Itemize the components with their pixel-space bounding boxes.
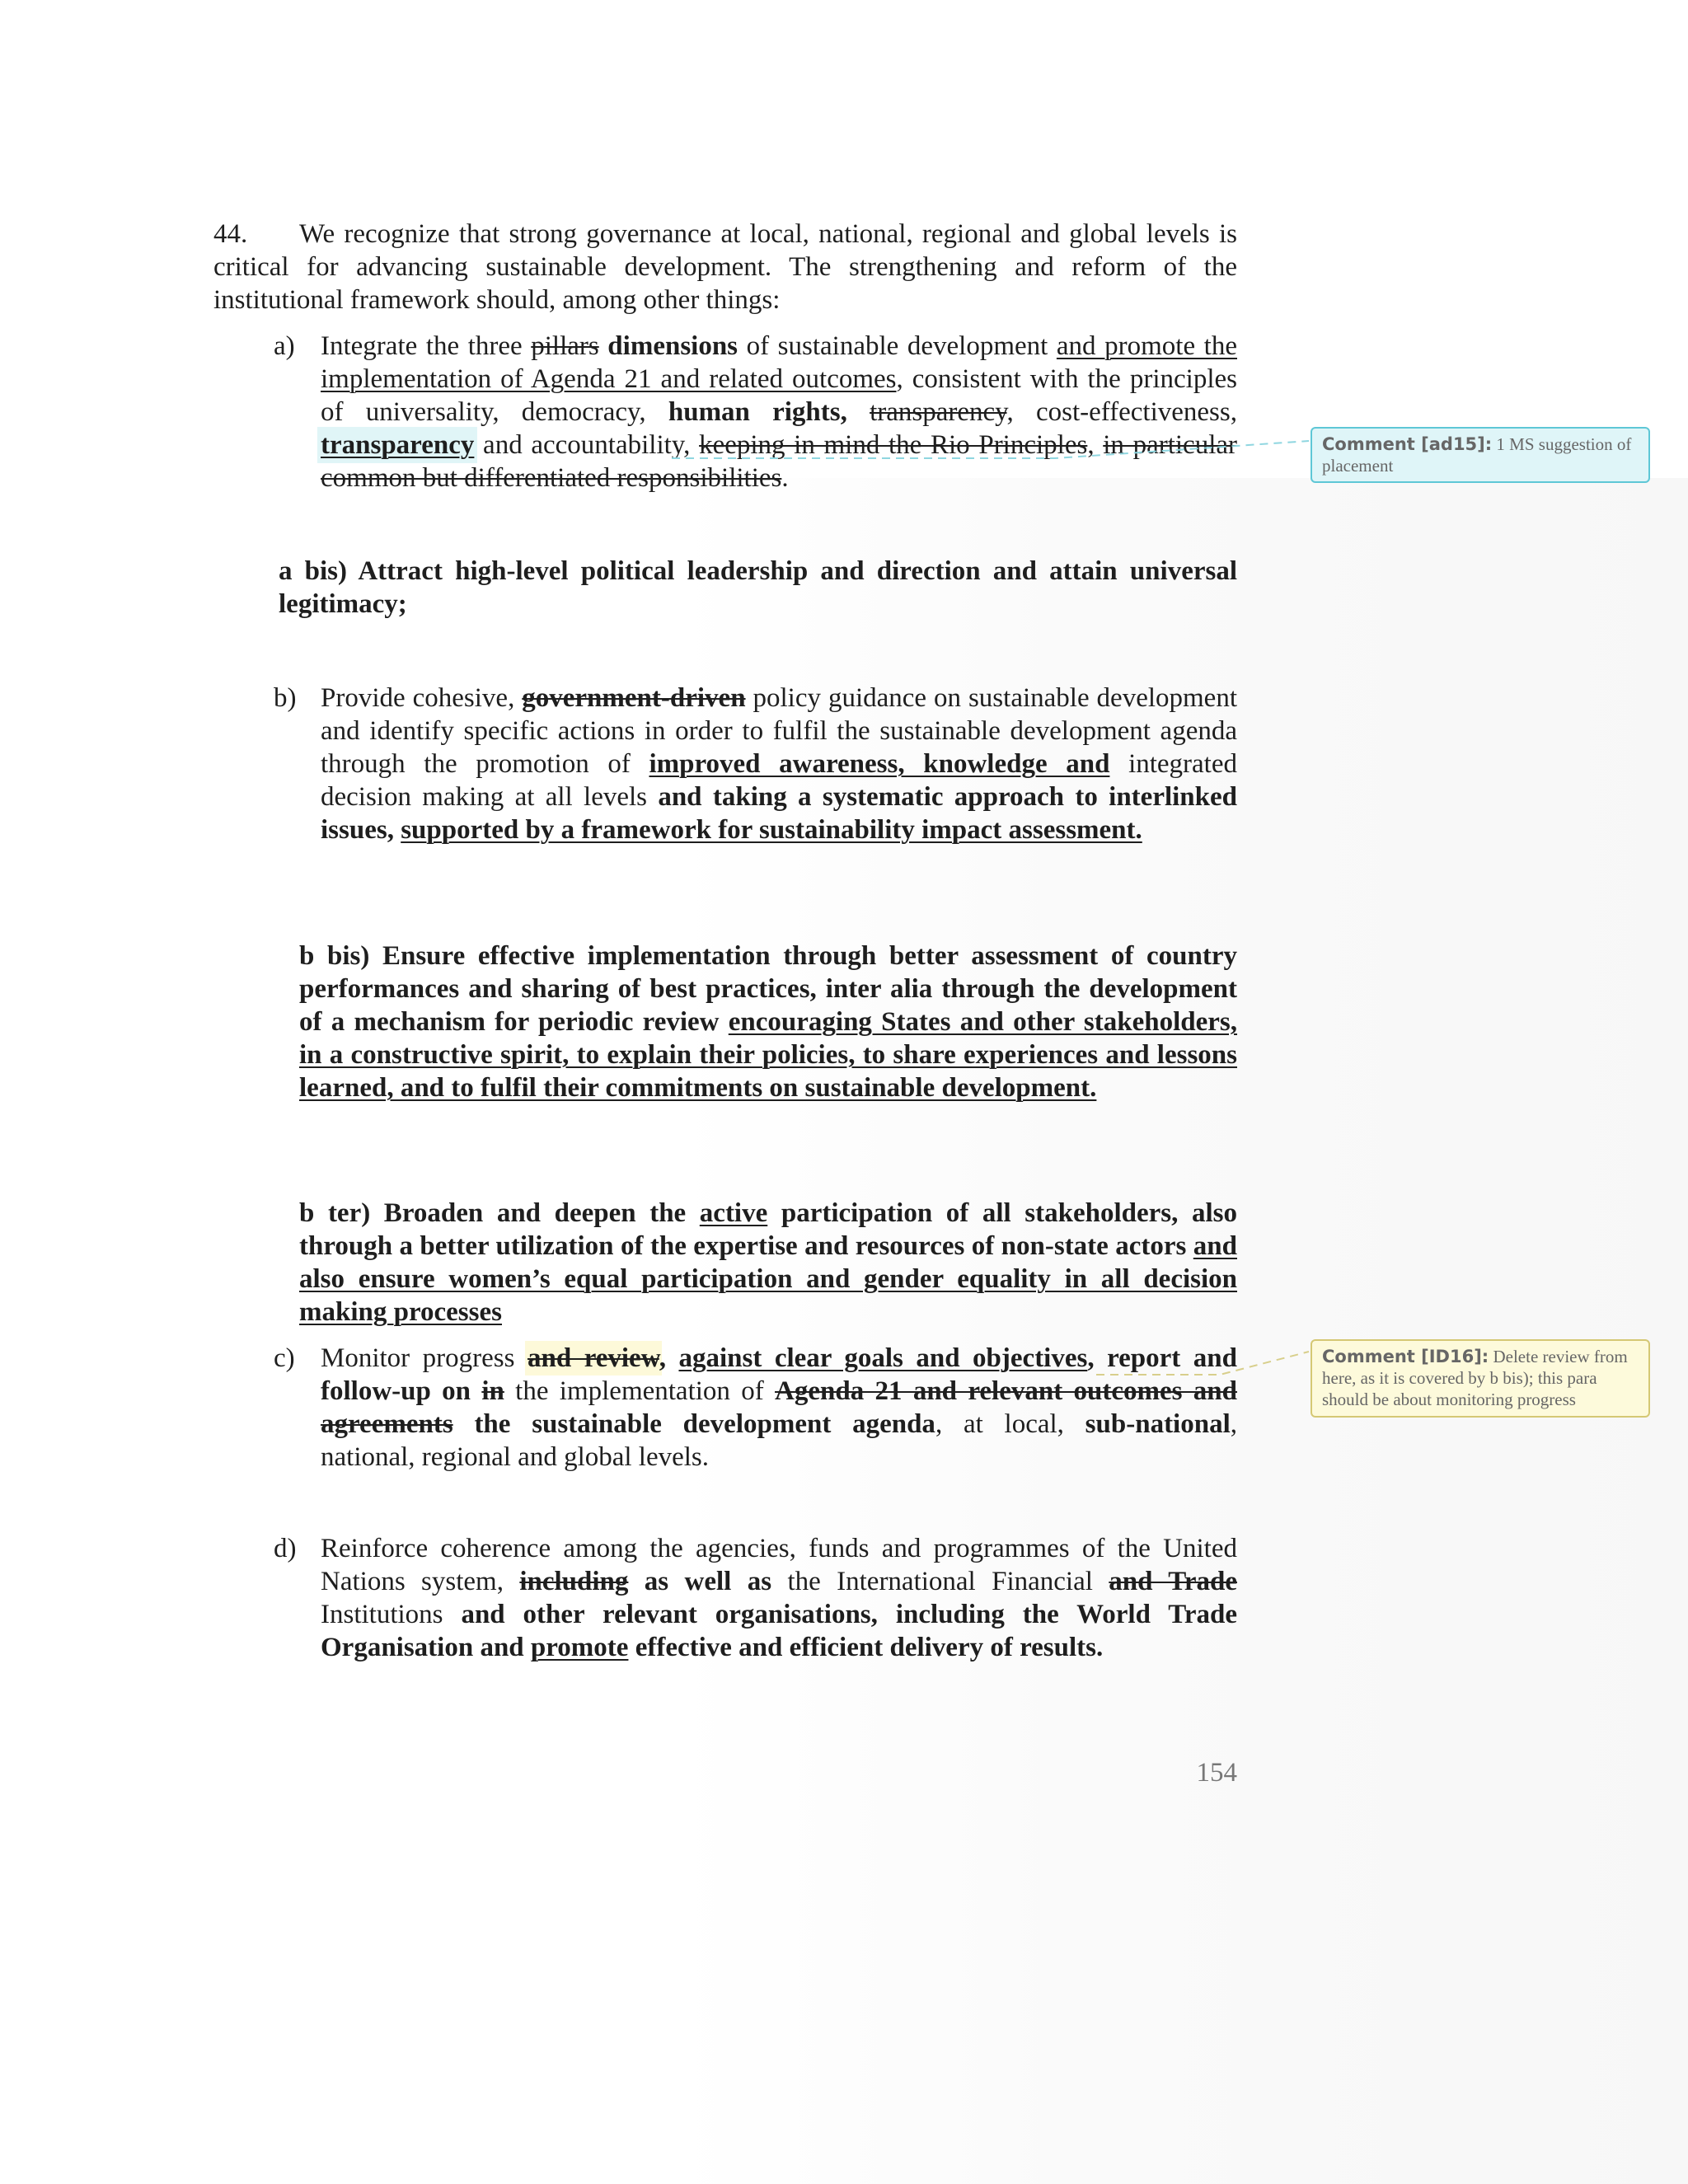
paragraph-number: 44. [213,219,248,249]
text-run: b ter) Broaden and deepen the [299,1198,700,1228]
deleted-text: in particular common but differentiated responsibilities [321,430,1238,493]
comment-balloon-ad15[interactable] [1311,427,1650,483]
inserted-text: and taking a systematic approach to interlinked issues, [321,782,1238,845]
comment-text: Delete review from here, as it is covered by b bis); this para should be about monitoring progress [1322,1347,1628,1409]
text-run: Monitor progress [321,1343,528,1373]
text-run: b bis) Ensure effective implementation through better assessment of country performances and sharing of best practices, inter alia through the development of a mechanism for periodic review [299,941,1237,1037]
text-run: , report and follow-up on [321,1343,1237,1406]
text-run: , [659,1343,679,1373]
text-run: participation of all stakeholders, also through a better utilization of the expertise and resources of non-state actors [299,1198,1237,1261]
commented-text[interactable]: transparency [321,430,475,460]
text-run: , [1087,430,1104,460]
item-a-bis: a bis) Attract high-level political leadership and direction and attain universal legitimacy; [279,556,1237,619]
item-label: a) [274,331,295,361]
comment-balloon-id16[interactable] [1311,1339,1650,1418]
inserted-text: dimensions [598,331,738,361]
deleted-text: pillars [531,331,599,361]
text-run: the International Financial [771,1567,1109,1596]
text-run: policy guidance on sustainable development and identify specific actions in order to fulfil the sustainable development agenda through the promotion of [321,683,1237,779]
commented-text[interactable]: and review [527,1343,659,1373]
inserted-text: sub-national [1085,1409,1231,1439]
text-run: and accountability, [474,430,700,460]
deleted-text: and Trade [1109,1567,1237,1596]
deleted-text: in [481,1376,504,1406]
item-label: c) [274,1343,295,1373]
inserted-text: and other relevant organisations, including the World Trade Organisation and [321,1600,1237,1662]
comment-text: 1 MS suggestion of placement [1322,434,1632,476]
deleted-text: Agenda 21 and relevant outcomes and agreements [321,1376,1237,1439]
inserted-text: promote [530,1633,629,1662]
text-run: Provide cohesive, [321,683,523,713]
inserted-text: improved awareness, knowledge and [649,749,1110,779]
inserted-text: the sustainable development agenda [474,1409,935,1439]
deleted-text: including [519,1567,629,1596]
comment-label: Comment [ID16]: [1322,1347,1489,1366]
inserted-text: as well as [628,1567,772,1596]
text-run: the implementation of [504,1376,776,1406]
text-run: . [781,463,789,493]
inserted-text: human rights, [668,397,847,427]
deleted-text: keeping in mind the Rio Principles [699,430,1088,460]
comment-label: Comment [ad15]: [1322,434,1493,454]
item-label: b) [274,683,297,713]
item-label: d) [274,1534,297,1563]
text-run: Institutions [321,1600,462,1629]
text-run: integrated decision making at all levels [321,749,1237,812]
paragraph-text: We recognize that strong governance at local, national, regional and global levels is critical for advancing sustainable development. The strengthening and reform of the institutional framework should, among other things: [213,219,1237,315]
text-run: , at local, [935,1409,1085,1439]
inserted-text: and promote the implementation of Agenda 21 and related outcomes [321,331,1237,394]
inserted-text: active [699,1198,768,1228]
comment-leader-ad15 [672,441,1309,458]
text-run: Reinforce coherence among the agencies, funds and programmes of the United Nations system, [321,1534,1237,1596]
deleted-text: government-driven [522,683,746,713]
comment-leader-id16 [1096,1352,1309,1375]
text-run: , national, regional and global levels. [321,1409,1237,1472]
inserted-text: against clear goals and objectives [678,1343,1088,1373]
inserted-text: encouraging States and other stakeholders, in a constructive spirit, to explain their policies, to share experiences and lessons learned, and to fulfil their commitments on sustainable development. [299,1007,1238,1103]
inserted-text: supported by a framework for sustainability impact assessment. [401,815,1142,845]
inserted-text: effective and efficient delivery of results. [628,1633,1104,1662]
text-run: of sustainable development [738,331,1057,361]
text-run: Integrate the three [321,331,532,361]
text-run: , cost-effectiveness, [1006,397,1237,427]
page-number: 154 [1196,1758,1237,1788]
inserted-text: and also ensure women’s equal participation and gender equality in all decision making processes [299,1231,1237,1327]
deleted-text: transparency [870,397,1007,427]
text-run: , consistent with the principles of universality, democracy, [321,364,1237,427]
